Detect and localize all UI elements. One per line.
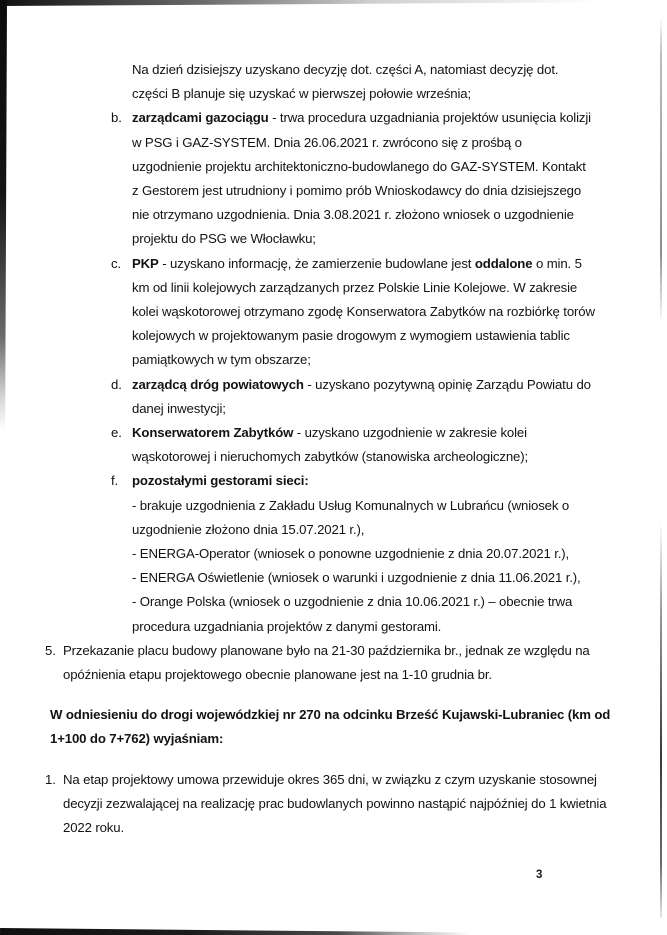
list-marker-c: c. bbox=[111, 255, 121, 271]
lead-paragraph bbox=[0, 58, 667, 106]
list-item-c-emphasis: oddalone bbox=[474, 255, 533, 271]
list-item-f bbox=[0, 469, 667, 638]
list-item-c-lead: PKP bbox=[132, 255, 159, 271]
lettered-list bbox=[0, 106, 667, 638]
numbered-marker-1: 1. bbox=[45, 771, 56, 787]
scan-edge-bottom bbox=[0, 928, 470, 935]
list-item-b bbox=[0, 106, 667, 251]
list-item-d bbox=[0, 373, 667, 421]
page-number: 3 bbox=[536, 869, 543, 881]
numbered-item-5 bbox=[0, 639, 667, 687]
numbered-marker-5: 5. bbox=[45, 642, 56, 658]
paragraph-spacer bbox=[0, 752, 667, 768]
scan-edge-top bbox=[0, 0, 600, 6]
list-item-e bbox=[0, 421, 667, 469]
list-item-f-subline-1: - brakuje uzgodnienia z Zakładu Usług Komunalnych w Lubrańcu (wniosek o uzgodnienie złożono dnia 15.07.2021 r.), bbox=[132, 497, 570, 537]
list-item-f-lead: pozostałymi gestorami sieci: bbox=[132, 473, 309, 489]
numbered-item-1 bbox=[0, 768, 667, 841]
list-item-d-text: - uzyskano pozytywną opinię Zarządu Powiatu do danej inwestycji; bbox=[132, 376, 591, 416]
section-spacer bbox=[0, 687, 667, 703]
list-marker-b: b. bbox=[111, 110, 122, 126]
numbered-item-1-text: Na etap projektowy umowa przewiduje okres 365 dni, w związku z czym uzyskanie stosownej decyzji zezwalającej na realizację prac budowlanych powinno nastąpić najpóźniej do 1 kwietnia 2022 roku. bbox=[63, 771, 607, 836]
numbered-list-continued bbox=[0, 639, 667, 687]
list-item-f-subline-4: - Orange Polska (wniosek o uzgodnienie z dnia 10.06.2021 r.) – obecnie trwa procedura uzgadniania projektów z danymi gestorami. bbox=[132, 594, 573, 634]
list-marker-e: e. bbox=[111, 425, 122, 441]
list-item-f-subline-2: - ENERGA-Operator (wniosek o ponowne uzgodnienie z dnia 20.07.2021 r.), bbox=[132, 546, 570, 562]
list-item-b-text: - trwa procedura uzgadniania projektów usunięcia kolizji w PSG i GAZ-SYSTEM. Dnia 26.06.2021 r. zwrócono się z prośbą o uzgodnienie projektu architektoniczno-budowlanego do GAZ-SYSTEM. Kontakt z Gestorem jest utrudniony i pomimo prób Wnioskodawcy do dnia dzisiejszego nie otrzymano uzgodnienia. Dnia 3.08.2021 r. złożono wniosek o uzgodnienie projektu do PSG we Włocławku; bbox=[132, 110, 591, 247]
document-body bbox=[0, 58, 667, 840]
list-marker-d: d. bbox=[111, 376, 122, 392]
list-item-c-text-2: o min. 5 km od linii kolejowych zarządzanych przez Polskie Linie Kolejowe. W zakresie kolei wąskotorowej otrzymano zgodę Konserwatora Zabytków na rozbiórkę torów kolejowych w projektowanym pasie drogowym z wymogiem ustawienia tablic pamiątkowych w tym obszarze; bbox=[132, 255, 595, 368]
numbered-list-new-section bbox=[0, 768, 667, 841]
list-item-c-text: - uzyskano informację, że zamierzenie budowlane jest bbox=[158, 255, 475, 271]
list-item-f-subline-3: - ENERGA Oświetlenie (wniosek o warunki i uzgodnienie z dnia 11.06.2021 r.), bbox=[132, 570, 581, 586]
list-item-c bbox=[0, 252, 667, 373]
intro-paragraph: W odniesieniu do drogi wojewódzkiej nr 270 na odcinku Brześć Kujawski-Lubraniec (km od 1+100 do 7+762) wyjaśniam: bbox=[50, 707, 611, 747]
list-item-e-lead: Konserwatorem Zabytków bbox=[132, 425, 294, 441]
lead-paragraph-line-2: dot. części B planuje się uzyskać w pierwszej połowie września; bbox=[132, 62, 559, 102]
list-item-e-text: - uzyskano uzgodnienie w zakresie kolei wąskotorowej i nieruchomych zabytków (stanowiska archeologiczne); bbox=[132, 425, 529, 465]
list-item-b-lead: zarządcami gazociągu bbox=[132, 110, 269, 126]
numbered-item-5-text: Przekazanie placu budowy planowane było na 21-30 października br., jednak ze względu na opóźnienia etapu projektowego obecnie planowane jest na 1-10 grudnia br. bbox=[63, 642, 590, 683]
list-marker-f: f. bbox=[111, 473, 119, 489]
list-item-d-lead: zarządcą dróg powiatowych bbox=[132, 376, 304, 392]
lead-paragraph-line-1: Na dzień dzisiejszy uzyskano decyzję dot. części A, natomiast decyzję bbox=[132, 62, 534, 77]
